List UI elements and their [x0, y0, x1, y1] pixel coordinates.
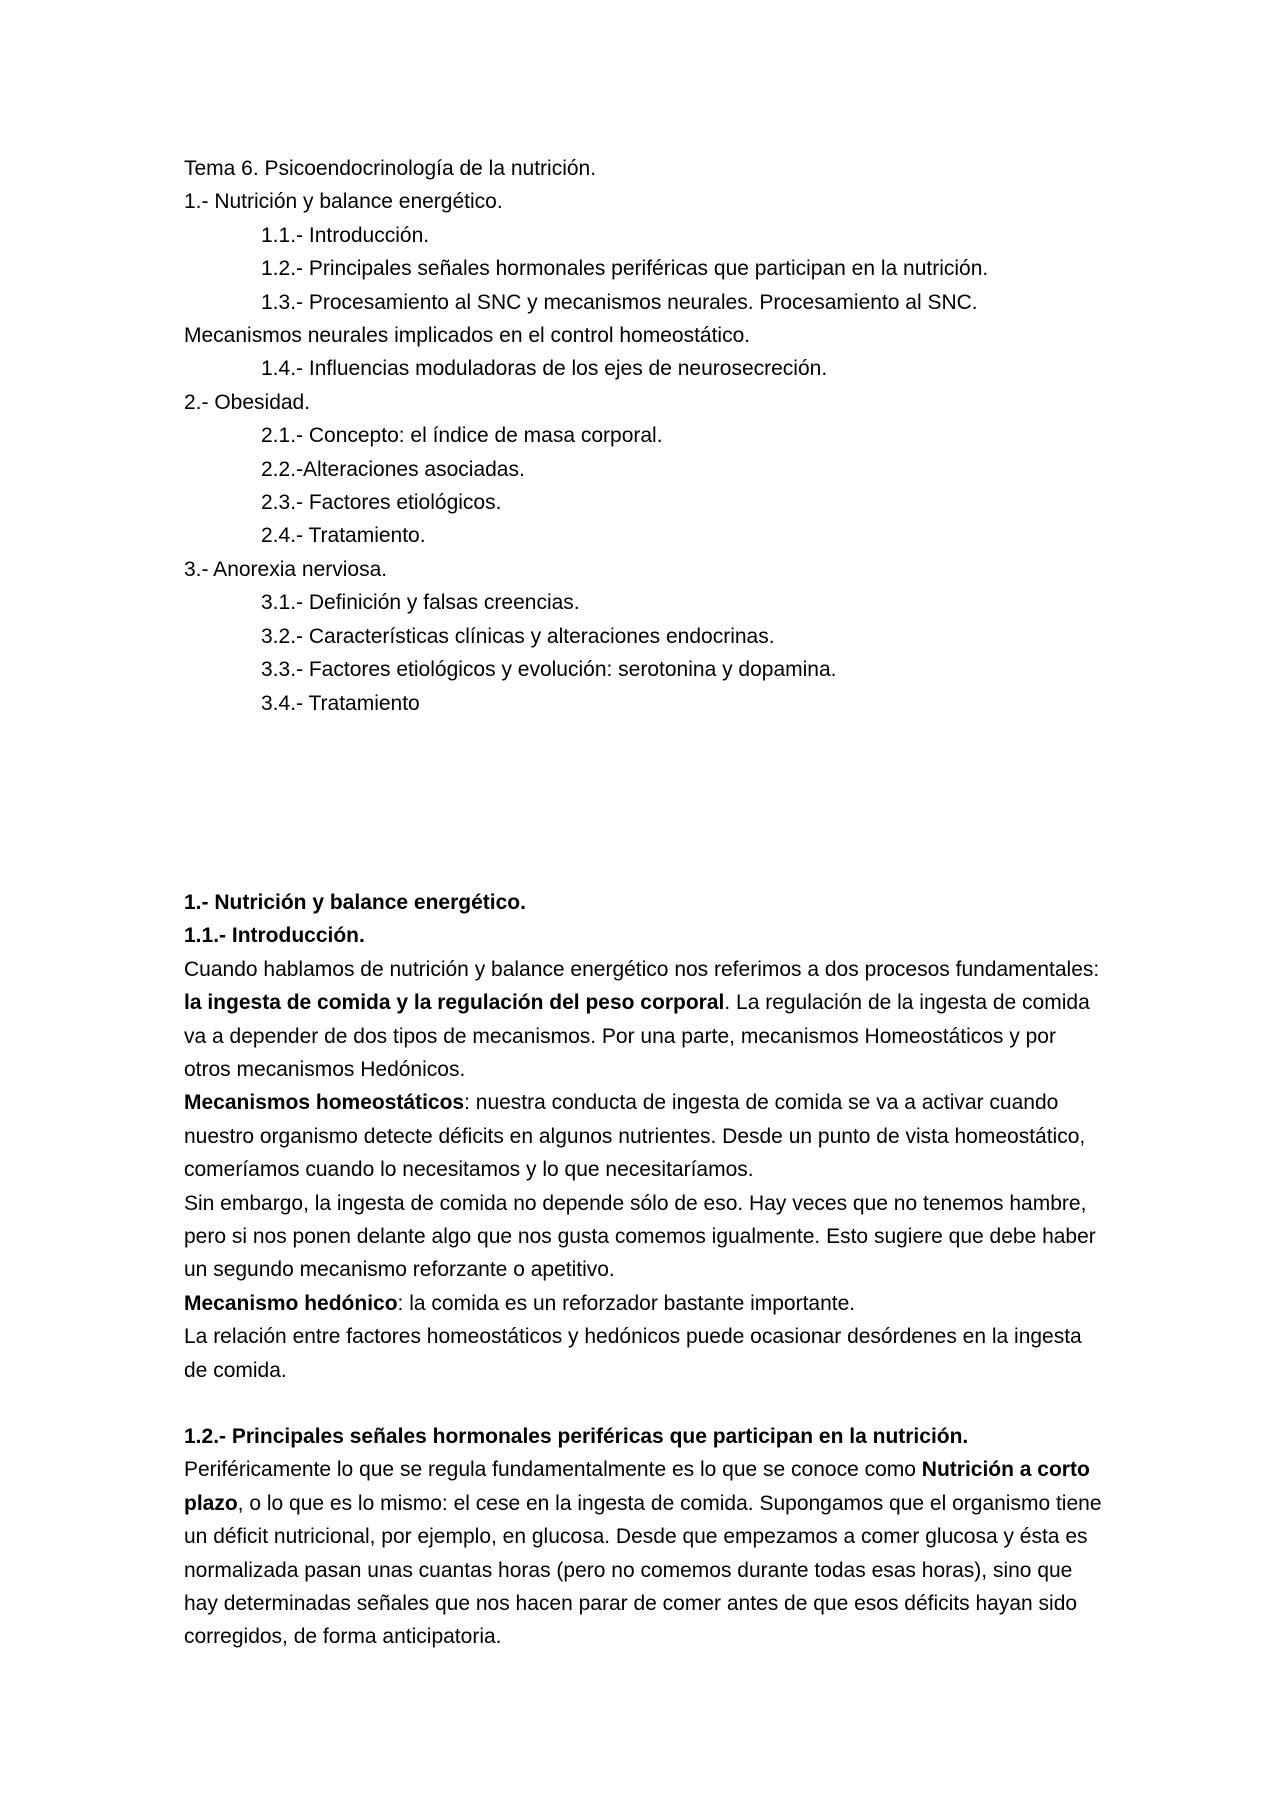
toc-item: 1.- Nutrición y balance energético. — [184, 190, 503, 214]
toc-item: 1.3.- Procesamiento al SNC y mecanismos neurales. Procesamiento al SNC. — [261, 290, 978, 314]
paragraph-intro — [184, 953, 1104, 1087]
paragraph-however: Sin embargo, la ingesta de comida no depende sólo de eso. Hay veces que no tenemos hambre, pero si nos ponen delante algo que nos gusta comemos igualmente. Esto sugiere que debe haber un segundo mecanismo reforzante o apetitivo. — [184, 1191, 1096, 1282]
paragraph-bold-text: Mecanismo hedónico — [184, 1291, 398, 1315]
spacer — [184, 1387, 1104, 1420]
paragraph-text: Periféricamente lo que se regula fundamentalmente es lo que se conoce como — [184, 1458, 922, 1482]
paragraph-text: : nuestra conducta de ingesta de comida se va a activar cuando nuestro organismo detecte déficits en algunos nutrientes. Desde un punto de vista homeostático, comeríamos cuando lo necesitamos y lo que necesitaríamos. — [184, 1091, 1086, 1182]
paragraph-hedonic — [184, 1287, 1104, 1320]
toc-item: 2.- Obesidad. — [184, 390, 311, 414]
subsection-heading: 1.1.- Introducción. — [184, 924, 365, 948]
toc-item: 3.3.- Factores etiológicos y evolución: serotonina y dopamina. — [261, 658, 837, 682]
toc-item-continuation: Mecanismos neurales implicados en el control homeostático. — [184, 324, 751, 348]
toc-item: 2.1.- Concepto: el índice de masa corporal. — [261, 424, 663, 448]
paragraph-text: , o lo que es lo mismo: el cese en la ingesta de comida. Supongamos que el organismo tiene un déficit nutricional, por ejemplo, en glucosa. Desde que empezamos a comer glucosa y ésta es normalizada pasan unas cuantas horas (pero no comemos durante todas esas horas), sino que hay determinadas señales que nos hacen parar de comer antes de que esos déficits hayan sido corregidos, de forma anticipatoria. — [184, 1491, 1102, 1649]
toc-item: 1.2.- Principales señales hormonales periféricas que participan en la nutrición. — [261, 257, 989, 281]
subsection-heading: 1.2.- Principales señales hormonales periféricas que participan en la nutrición. — [184, 1425, 969, 1448]
document-content — [184, 152, 1104, 1654]
toc-item: 3.2.- Características clínicas y alteraciones endocrinas. — [261, 624, 775, 648]
toc-item: 2.4.- Tratamiento. — [261, 524, 426, 548]
paragraph-relation: La relación entre factores homeostáticos y hedónicos puede ocasionar desórdenes en la ingesta de comida. — [184, 1325, 1082, 1382]
paragraph-bold-text: Nutrición a corto plazo — [184, 1458, 1090, 1515]
spacer — [184, 720, 1104, 886]
section-heading: 1.- Nutrición y balance energético. — [184, 890, 526, 914]
toc-item: 3.- Anorexia nerviosa. — [184, 557, 388, 581]
paragraph-text: : la comida es un reforzador bastante importante. — [397, 1291, 856, 1315]
paragraph-bold-text: Mecanismos homeostáticos — [184, 1091, 465, 1115]
paragraph-text: Cuando hablamos de nutrición y balance energético nos referimos a dos procesos fundamentales: — [184, 957, 1100, 981]
toc-item: 3.1.- Definición y falsas creencias. — [261, 591, 580, 615]
toc-item: 3.4.- Tratamiento — [261, 691, 420, 715]
paragraph-peripheral — [184, 1453, 1104, 1653]
toc-item: 1.4.- Influencias moduladoras de los ejes de neurosecreción. — [261, 357, 828, 381]
paragraph-homeostatic — [184, 1086, 1104, 1186]
paragraph-text: . La regulación de la ingesta de comida va a depender de dos tipos de mecanismos. Por una parte, mecanismos Homeostáticos y por otros mecanismos Hedónicos. — [184, 991, 1090, 1081]
toc-item: 2.3.- Factores etiológicos. — [261, 491, 502, 515]
toc-item: 2.2.-Alteraciones asociadas. — [261, 457, 525, 481]
toc-item: 1.1.- Introducción. — [261, 223, 430, 247]
paragraph-bold-text: la ingesta de comida y la regulación del peso corporal — [184, 991, 725, 1015]
toc-title: Tema 6. Psicoendocrinología de la nutrición. — [184, 157, 597, 180]
